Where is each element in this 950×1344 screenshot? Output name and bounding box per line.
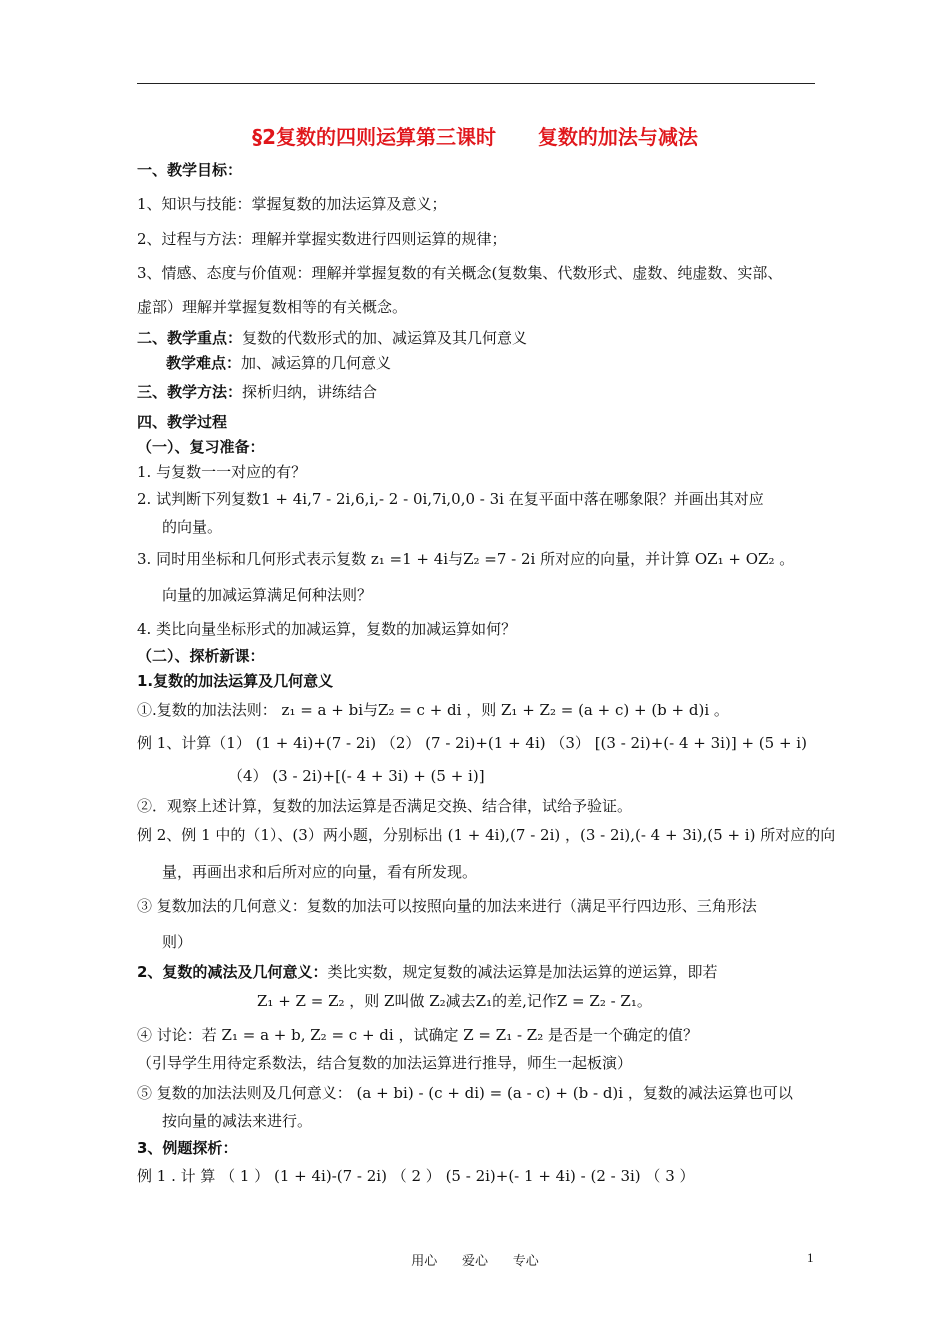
difficult-points-line: [166, 353, 391, 373]
guidance-line: （引导学生用待定系数法，结合复数的加法运算进行推导，师生一起板演）: [137, 1054, 633, 1072]
subtraction-definition: Z₁ + Z = Z₂ ，则 Z叫做 Z₂减去Z₁的差,记作Z = Z₂ - Z₁。: [257, 992, 652, 1010]
objective-item-3-cont: 虚部）理解并掌握复数相等的有关概念。: [137, 298, 408, 316]
section1-heading: 一、教学目标：: [137, 161, 243, 179]
subtraction-rule-cont: 按向量的减法来进行。: [162, 1112, 313, 1130]
method-label: 三、教学方法：: [137, 383, 243, 401]
review-question-1: 1. 与复数一一对应的有？: [137, 463, 307, 481]
observation-line: ②．观察上述计算，复数的加法运算是否满足交换、结合律，试给予验证。: [137, 797, 633, 815]
subtraction-line: [137, 962, 717, 982]
method-text: 探析归纳，讲练结合: [242, 383, 378, 401]
review-heading: （一）、复习准备：: [137, 438, 265, 456]
review-question-4: 4. 类比向量坐标形式的加减运算，复数的加减运算如何？: [137, 620, 517, 638]
footer-slogan: 用心 爱心 专心: [411, 1254, 539, 1269]
objective-item-1: 1、知识与技能：掌握复数的加法运算及意义；: [137, 195, 447, 213]
page-number: 1: [807, 1250, 814, 1265]
example1-line-cont: （4） (3 - 2i)+[(- 4 + 3i) + (5 + i)]: [228, 767, 485, 785]
review-question-2-cont: 的向量。: [162, 518, 223, 536]
subtraction-text: 类比实数，规定复数的减法运算是加法运算的逆运算，即若: [327, 963, 718, 981]
review-question-3: 3. 同时用坐标和几何形式表示复数 z₁ =1 + 4i与Z₂ =7 - 2i 所对应的向量，并计算 OZ₁ + OZ₂ 。: [137, 550, 795, 568]
example1-line: 例 1、计算（1） (1 + 4i)+(7 - 2i) （2） (7 - 2i)+(1 + 4i) （3） [(3 - 2i)+(- 4 + 3i)] + (5 + i): [137, 734, 807, 752]
subtraction-rule-line: ⑤ 复数的加法法则及几何意义： (a + bi) - (c + di) = (a - c) + (b - d)i ，复数的减法运算也可以: [137, 1084, 793, 1102]
explore-heading: （二）、探析新课：: [137, 647, 265, 665]
objective-item-2: 2、过程与方法：理解并掌握实数进行四则运算的规律；: [137, 230, 507, 248]
addition-rule: ①.复数的加法法则： z₁ = a + bi与Z₂ = c + di ，则 Z₁ + Z₂ = (a + c) + (b + d)i 。: [137, 701, 729, 719]
geometric-meaning-cont: 则）: [162, 933, 193, 951]
header-rule: [137, 83, 815, 84]
subtraction-label: 2、复数的减法及几何意义：: [137, 963, 328, 981]
geometric-meaning-line: ③ 复数加法的几何意义：复数的加法可以按照向量的加法来进行（满足平行四边形、三角形法: [137, 897, 757, 915]
difficult-points-label: 教学难点：: [166, 354, 242, 372]
document-title: §2复数的四则运算第三课时 复数的加法与减法: [252, 125, 698, 149]
key-points-text: 复数的代数形式的加、减运算及其几何意义: [242, 329, 528, 347]
examples-line-1: 例 1 . 计 算 （ 1 ） (1 + 4i)-(7 - 2i) （ 2 ） (5 - 2i)+(- 1 + 4i) - (2 - 3i) （ 3 ）: [137, 1167, 695, 1185]
key-points-line: [137, 328, 527, 348]
example2-line: 例 2、例 1 中的（1）、(3）两小题，分别标出 (1 + 4i),(7 - 2i) ，(3 - 2i),(- 4 + 3i),(5 + i) 所对应的向: [137, 826, 836, 844]
discussion-line: ④ 讨论：若 Z₁ = a + b, Z₂ = c + di ，试确定 Z = Z₁ - Z₂ 是否是一个确定的值？: [137, 1026, 699, 1044]
example2-line-cont: 量，再画出求和后所对应的向量，看有所发现。: [162, 863, 478, 881]
method-line: [137, 382, 377, 402]
addition-subheading: 1.复数的加法运算及几何意义: [137, 672, 334, 690]
section4-heading: 四、教学过程: [137, 413, 228, 431]
objective-item-3: 3、情感、态度与价值观：理解并掌握复数的有关概念(复数集、代数形式、虚数、纯虚数、实部、: [137, 264, 783, 282]
key-points-label: 二、教学重点：: [137, 329, 243, 347]
examples-heading: 3、例题探析：: [137, 1139, 238, 1157]
review-question-3-cont: 向量的加减运算满足何种法则？: [162, 586, 373, 604]
review-question-2: 2. 试判断下列复数1 + 4i,7 - 2i,6,i,- 2 - 0i,7i,0,0 - 3i 在复平面中落在哪象限？并画出其对应: [137, 490, 764, 508]
difficult-points-text: 加、减运算的几何意义: [241, 354, 392, 372]
